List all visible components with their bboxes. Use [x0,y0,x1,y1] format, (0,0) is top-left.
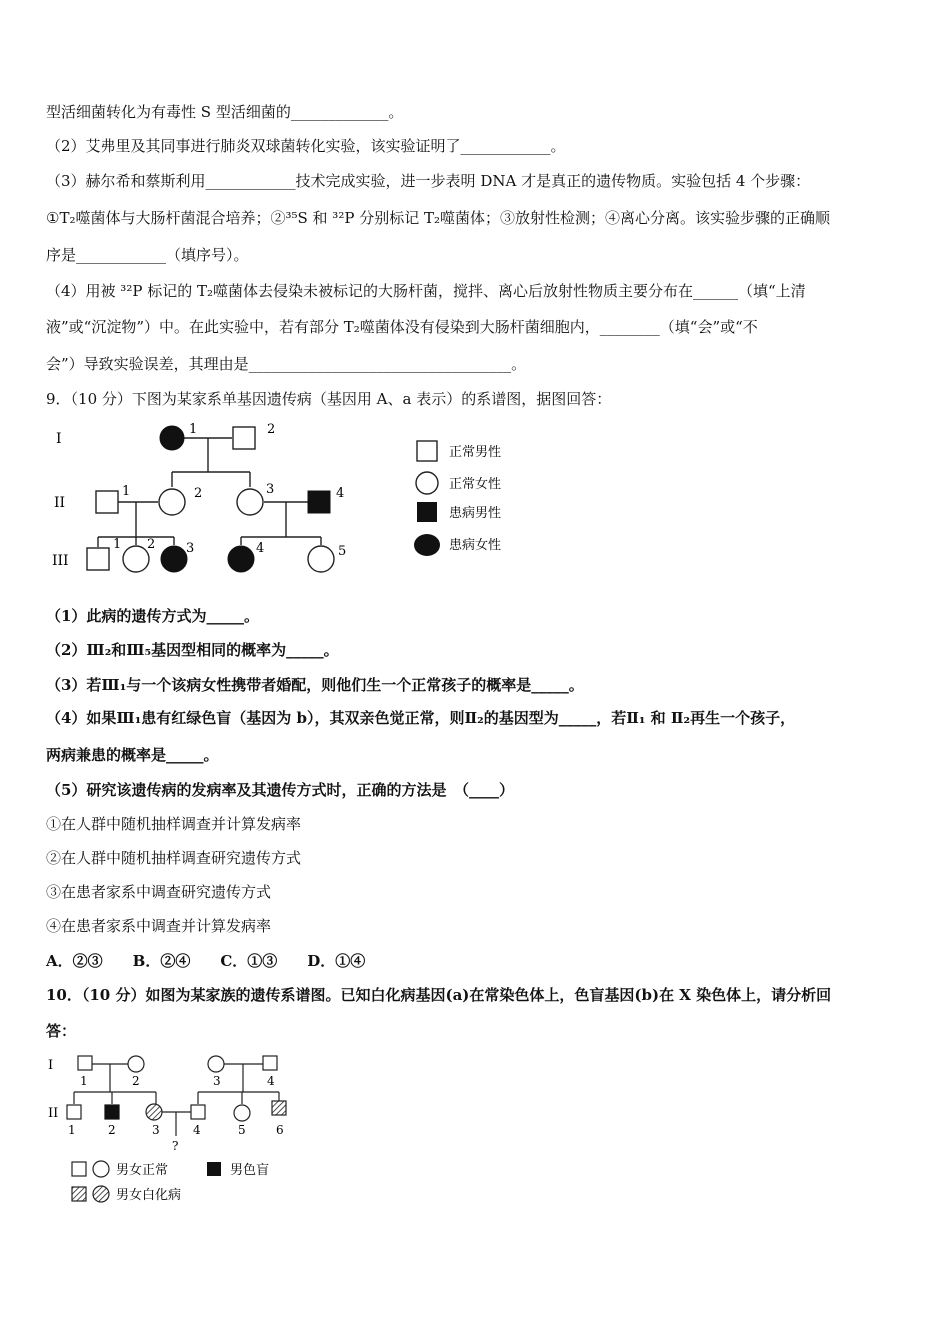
fam2-I-4-normal-male [263,1056,277,1070]
text-line-8: 会”）导致实验误差，其理由是___________________________________。 [46,355,527,373]
individual-number: 3 [152,1123,160,1137]
fam2-I-3-normal-female [208,1056,224,1072]
individual-number: 2 [108,1123,116,1137]
pedigree-figure-1 [46,415,566,590]
legend-affected-male-symbol [417,502,437,522]
q9-option-3: ③在患者家系中调查研究遗传方式 [46,883,272,901]
legend-colorblind-male-symbol [207,1162,221,1176]
q9-option-2: ②在人群中随机抽样调查研究遗传方式 [46,849,302,867]
fam2-II-3-albino-female [146,1104,162,1120]
generation-label: III [52,553,69,569]
individual-I-1-affected-female [160,426,184,450]
generation-label: II [54,495,66,511]
individual-number: 6 [276,1123,284,1137]
individual-number: 1 [122,484,131,499]
fam2-I-1-normal-male [78,1056,92,1070]
fam2-II-6-albino-male [272,1101,286,1115]
legend-normal-female-symbol [416,472,438,494]
individual-I-2-normal-male [233,427,255,449]
individual-III-5-normal-female [308,546,334,572]
legend-albino-label: 男女白化病 [116,1188,182,1203]
fam2-II-1-normal-male [67,1105,81,1119]
individual-III-2-normal-female [123,546,149,572]
legend-affected-female-symbol [414,534,440,556]
individual-II-4-affected-male [308,491,330,513]
individual-number: 2 [194,486,203,501]
generation-label: II [48,1106,59,1121]
individual-number: 4 [193,1123,201,1137]
individual-number: 1 [68,1123,76,1137]
text-line-7: 液”或“沉淀物”）中。在此实验中，若有部分 T₂噬菌体没有侵染到大肠杆菌细胞内，________（填“会”或“不 [46,318,758,336]
legend-normal-female-symbol [93,1161,109,1177]
question-9-stem: 9．（10 分）下图为某家系单基因遗传病（基因用 A、a 表示）的系谱图，据图回答： [46,390,612,408]
q9-sub-4: （4）如果Ⅲ₁患有红绿色盲（基因为 b），其双亲色觉正常，则Ⅱ₂的基因型为_____，若Ⅱ₁ 和 Ⅱ₂再生一个孩子， [46,709,796,727]
individual-number: 2 [147,537,156,552]
individual-number: 2 [132,1074,140,1088]
q9-sub-2: （2）Ⅲ₂和Ⅲ₅基因型相同的概率为_____。 [46,641,339,659]
individual-number: 3 [186,541,195,556]
legend-colorblind-label: 男色盲 [230,1163,270,1178]
question-10-stem: 10．（10 分）如图为某家族的遗传系谱图。已知白化病基因(a)在常染色体上，色盲基因(b)在 X 染色体上，请分析回 [46,986,832,1004]
individual-number: 1 [80,1074,88,1088]
q9-answer-choices: A．②③ B．②④ C．①③ D．①④ [46,952,366,970]
legend-normal-male-label: 正常男性 [449,445,502,460]
q9-option-1: ①在人群中随机抽样调查并计算发病率 [46,815,302,833]
legend-albino-male-symbol [72,1187,86,1201]
individual-II-1-normal-male [96,491,118,513]
individual-number: 1 [189,422,198,437]
legend-albino-female-symbol [93,1186,109,1202]
unknown-child-mark: ? [172,1139,179,1153]
text-line-3: （3）赫尔希和蔡斯利用____________技术完成实验，进一步表明 DNA 才是真正的遗传物质。实验包括 4 个步骤： [46,172,811,190]
legend-affected-female-label: 患病女性 [449,538,502,553]
generation-label: I [48,1058,54,1073]
legend-normal-female-label: 正常女性 [449,477,502,492]
q9-sub-4-cont: 两病兼患的概率是_____。 [46,746,219,764]
individual-number: 3 [266,482,275,497]
fam2-II-2-colorblind-male [105,1105,119,1119]
individual-III-1-normal-male [87,548,109,570]
individual-number: 5 [338,544,347,559]
individual-number: 1 [113,537,122,552]
individual-III-3-affected-female [161,546,187,572]
individual-number: 4 [267,1074,275,1088]
individual-II-3-normal-female [237,489,263,515]
legend-normal-male-symbol [72,1162,86,1176]
q9-option-4: ④在患者家系中调查并计算发病率 [46,917,272,935]
question-10-stem-cont: 答： [46,1022,77,1040]
individual-number: 2 [267,422,276,437]
q9-sub-3: （3）若Ⅲ₁与一个该病女性携带者婚配，则他们生一个正常孩子的概率是_____。 [46,676,584,694]
legend-normal-male-symbol [417,441,437,461]
text-line-4: ①T₂噬菌体与大肠杆菌混合培养；②³⁵S 和 ³²P 分别标记 T₂噬菌体；③放射性检测；④离心分离。该实验步骤的正确顺 [46,209,830,227]
pedigree-figure-2 [46,1050,346,1210]
individual-III-4-affected-female [228,546,254,572]
individual-number: 4 [336,486,345,501]
generation-label: I [56,431,62,447]
text-line-2: （2）艾弗里及其同事进行肺炎双球菌转化实验，该实验证明了____________。 [46,137,566,155]
individual-number: 4 [256,541,265,556]
q9-sub-5: （5）研究该遗传病的发病率及其遗传方式时，正确的方法是 （____） [46,781,514,799]
individual-number: 3 [213,1074,221,1088]
fam2-II-4-normal-male [191,1105,205,1119]
legend-affected-male-label: 患病男性 [449,506,502,521]
individual-II-2-normal-female [159,489,185,515]
legend-normal-label: 男女正常 [116,1163,169,1178]
fam2-I-2-normal-female [128,1056,144,1072]
text-line-6: （4）用被 ³²P 标记的 T₂噬菌体去侵染未被标记的大肠杆菌，搅拌、离心后放射性物质主要分布在______（填“上清 [46,282,806,300]
text-line-1: 型活细菌转化为有毒性 S 型活细菌的_____________。 [46,103,404,121]
q9-sub-1: （1）此病的遗传方式为_____。 [46,607,259,625]
individual-number: 5 [238,1123,246,1137]
fam2-II-5-normal-female [234,1105,250,1121]
text-line-5: 序是____________（填序号）。 [46,246,249,264]
